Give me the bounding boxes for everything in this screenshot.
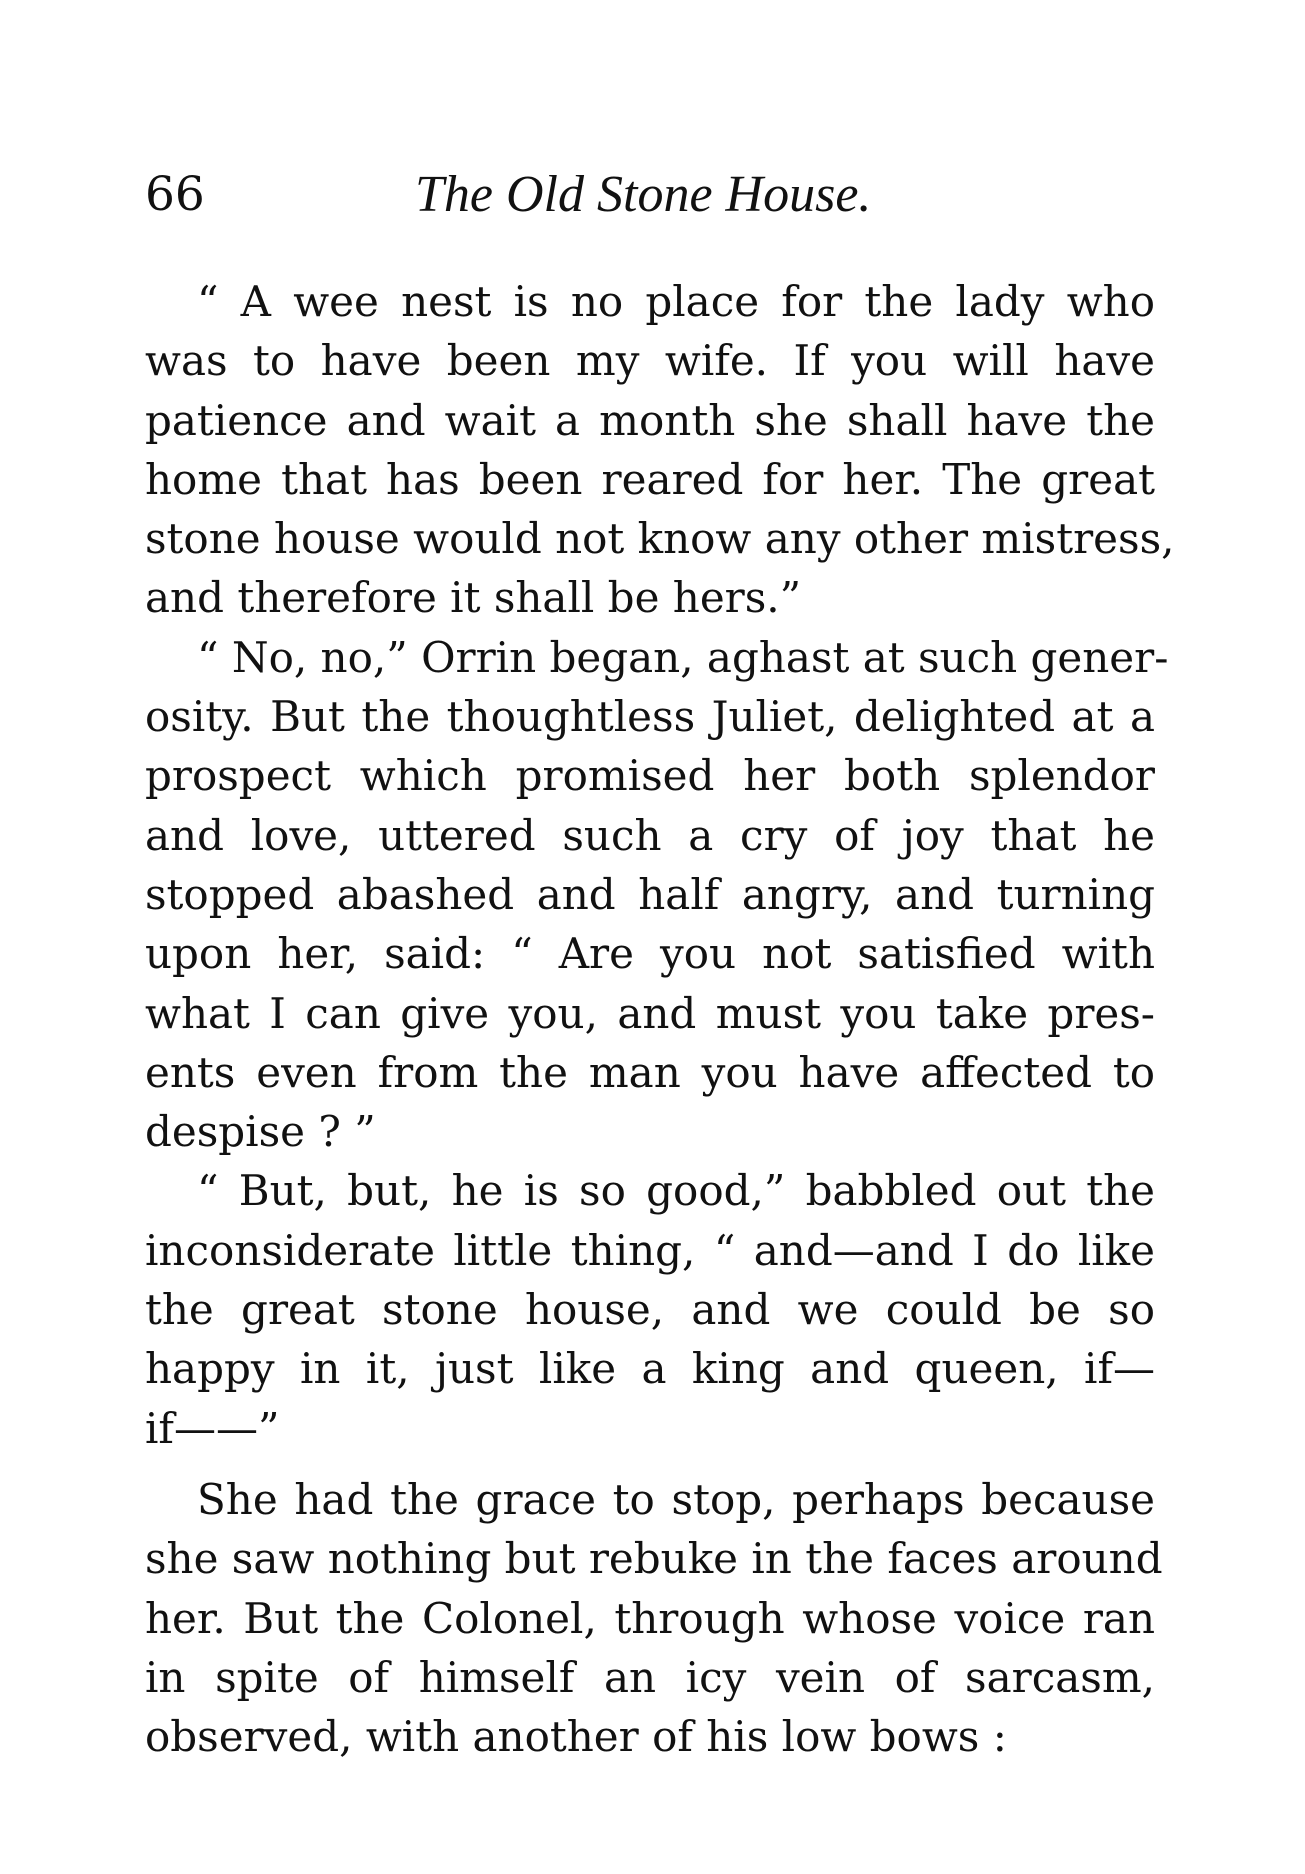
text-line: stone house would not know any other mistress,: [145, 514, 1175, 564]
text-line: “ But, but, he is so good,” babbled out the: [197, 1166, 1155, 1216]
text-line: the great stone house, and we could be so: [145, 1285, 1155, 1335]
text-line: despise ? ”: [145, 1107, 376, 1157]
text-line: what I can give you, and must you take pres-: [145, 988, 1155, 1038]
body-text: [145, 272, 1175, 1766]
text-line: her. But the Colonel, through whose voice ran: [145, 1593, 1155, 1643]
page-number: 66: [145, 167, 205, 222]
paragraph: [145, 1161, 1155, 1457]
text-line: in spite of himself an icy vein of sarcasm,: [145, 1652, 1155, 1702]
text-line: if——”: [145, 1403, 280, 1453]
text-line: prospect which promised her both splendor: [145, 751, 1155, 801]
text-line: was to have been my wife. If you will have: [145, 336, 1155, 386]
text-line: home that has been reared for her. The great: [145, 454, 1155, 504]
text-line: She had the grace to stop, perhaps because: [197, 1474, 1155, 1524]
text-line: observed, with another of his low bows :: [145, 1712, 1007, 1762]
running-head: [145, 160, 1155, 230]
text-line: patience and wait a month she shall have the: [145, 395, 1155, 445]
text-line: “ A wee nest is no place for the lady who: [197, 277, 1155, 326]
text-line: ents even from the man you have affected to: [145, 1047, 1155, 1097]
paragraph: [145, 628, 1169, 1162]
text-line: stopped abashed and half angry, and turning: [145, 869, 1155, 919]
text-line: happy in it, just like a king and queen, if—: [145, 1344, 1155, 1394]
text-line: “ No, no,” Orrin began, aghast at such gener-: [197, 632, 1169, 682]
text-line: and therefore it shall be hers.”: [145, 573, 802, 623]
text-line: upon her, said: “ Are you not satisfied with: [145, 929, 1155, 979]
text-line: osity. But the thoughtless Juliet, delighted at a: [145, 692, 1155, 742]
text-line: she saw nothing but rebuke in the faces around: [145, 1534, 1163, 1584]
paragraph-gap: [145, 1458, 1155, 1470]
paragraph: [145, 272, 1175, 628]
text-line: and love, uttered such a cry of joy that he: [145, 810, 1155, 860]
running-title: The Old Stone House.: [415, 166, 872, 223]
text-line: inconsiderate little thing, “ and—and I do like: [145, 1225, 1155, 1275]
paragraph: [145, 1470, 1163, 1766]
